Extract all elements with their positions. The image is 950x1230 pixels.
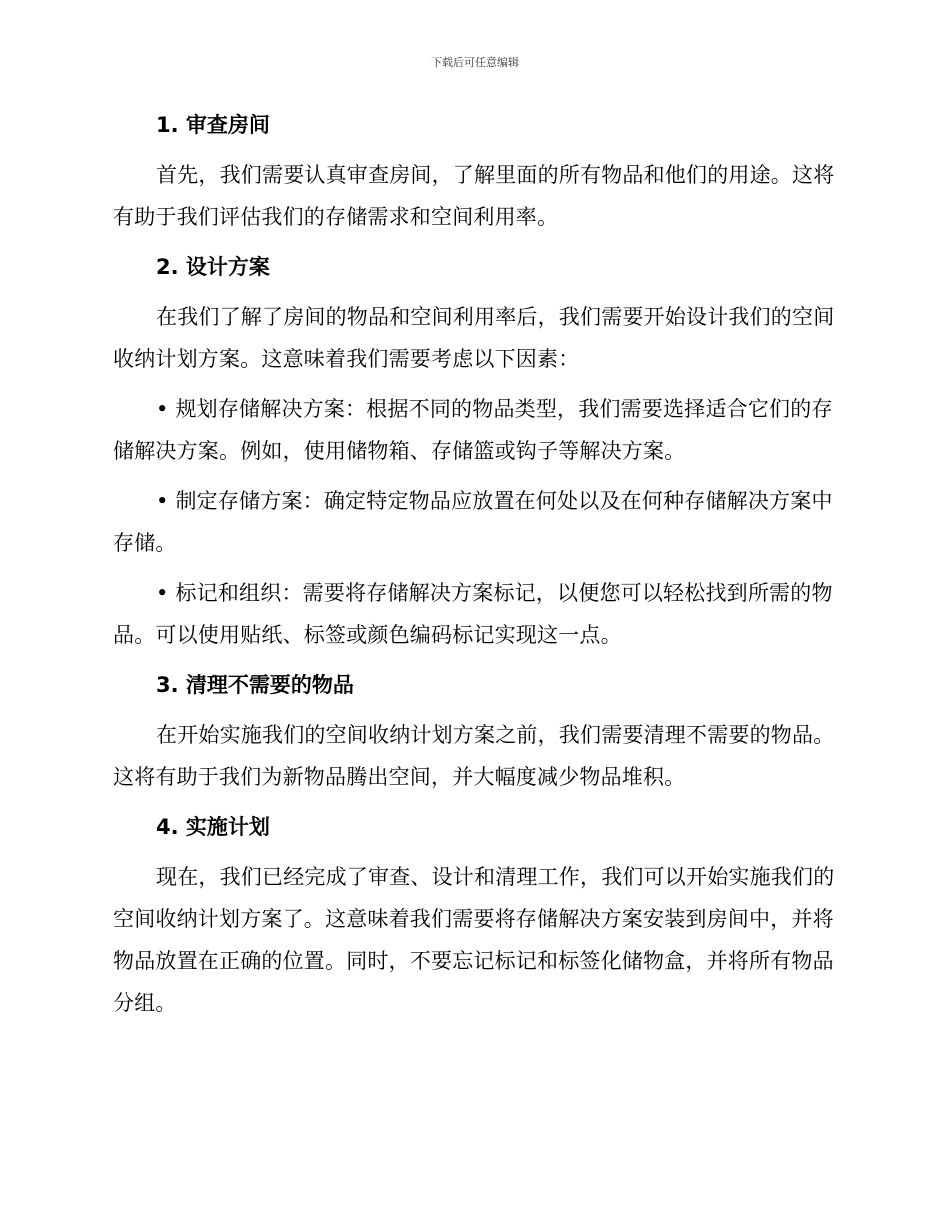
section-design-plan bbox=[113, 246, 835, 656]
section-heading: 1. 审查房间 bbox=[156, 113, 270, 137]
section-implement-plan bbox=[113, 806, 835, 1024]
bullet-item: • 规划存储解决方案：根据不同的物品类型，我们需要选择适合它们的存储解决方案。例如，使用储物箱、存储篮或钩子等解决方案。 bbox=[113, 397, 833, 463]
bullet-item: • 标记和组织：需要将存储解决方案标记，以便您可以轻松找到所需的物品。可以使用贴纸、标签或颜色编码标记实现这一点。 bbox=[113, 581, 833, 647]
section-heading: 3. 清理不需要的物品 bbox=[156, 673, 354, 697]
paragraph: 首先，我们需要认真审查房间，了解里面的所有物品和他们的用途。这将有助于我们评估我们的存储需求和空间利用率。 bbox=[113, 163, 835, 229]
section-heading: 4. 实施计划 bbox=[156, 815, 270, 839]
section-heading: 2. 设计方案 bbox=[156, 255, 270, 279]
paragraph: 在开始实施我们的空间收纳计划方案之前，我们需要清理不需要的物品。这将有助于我们为新物品腾出空间，并大幅度减少物品堆积。 bbox=[113, 723, 835, 789]
document-body bbox=[113, 104, 835, 1032]
paragraph: 在我们了解了房间的物品和空间利用率后，我们需要开始设计我们的空间收纳计划方案。这意味着我们需要考虑以下因素： bbox=[113, 305, 835, 371]
page-header-note: 下载后可任意编辑 bbox=[431, 56, 519, 69]
section-declutter bbox=[113, 664, 835, 798]
paragraph: 现在，我们已经完成了审查、设计和清理工作，我们可以开始实施我们的空间收纳计划方案了。这意味着我们需要将存储解决方案安装到房间中，并将物品放置在正确的位置。同时，不要忘记标记和标签化储物盒，并将所有物品分组。 bbox=[113, 865, 835, 1015]
section-review-room bbox=[113, 104, 835, 238]
bullet-item: • 制定存储方案：确定特定物品应放置在何处以及在何种存储解决方案中存储。 bbox=[113, 489, 833, 555]
